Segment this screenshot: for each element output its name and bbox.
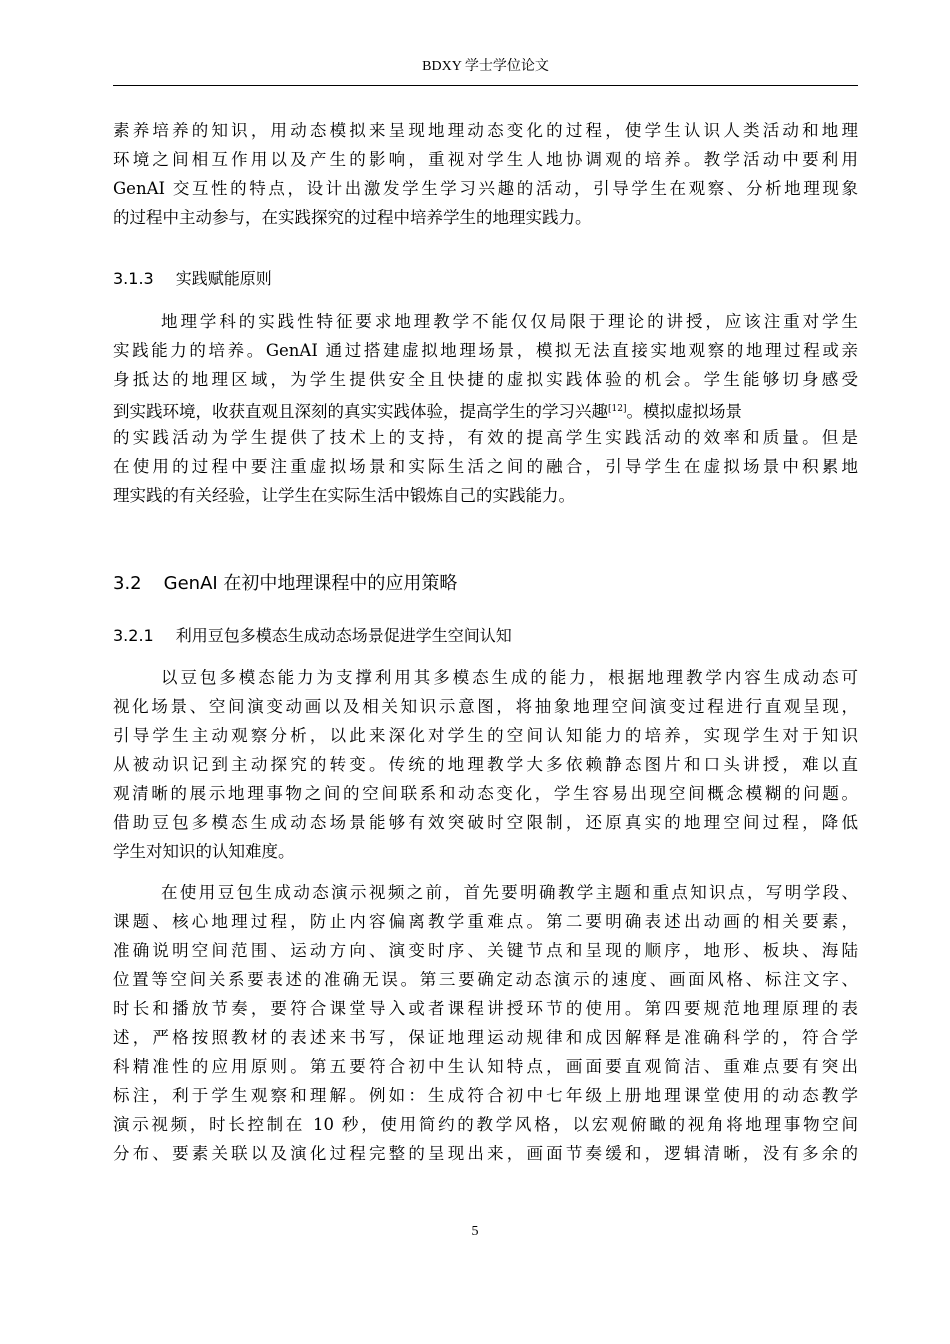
section-heading-3-2-1	[113, 623, 512, 646]
section-number: 3.1.3	[113, 269, 154, 288]
text-segment: 到实践环境，收获直观且深刻的真实实践体验，提高学生的学习兴趣	[113, 402, 608, 421]
text-line: 时长和播放节奏，要符合课堂导入或者课程讲授环节的使用。第四要规范地理原理的表	[113, 999, 858, 1018]
text-line: 标注，利于学生观察和理解。例如：生成符合初中七年级上册地理课堂使用的动态教学	[113, 1086, 858, 1105]
text-line: 的过程中主动参与，在实践探究的过程中培养学生的地理实践力。	[113, 208, 592, 227]
text-line: 实践能力的培养。GenAI 通过搭建虚拟地理场景，模拟无法直接实地观察的地理过程或亲	[113, 341, 858, 360]
text-line: 述，严格按照教材的表述来书写，保证地理运动规律和成因解释是准确科学的，符合学	[113, 1028, 858, 1047]
section-number: 3.2	[113, 573, 142, 594]
text-line: GenAI 交互性的特点，设计出激发学生学习兴趣的活动，引导学生在观察、分析地理现象	[113, 179, 858, 198]
text-line: 从被动识记到主动探究的转变。传统的地理教学大多依赖静态图片和口头讲授，难以直	[113, 755, 858, 774]
text-line: 身抵达的地理区域，为学生提供安全且快捷的虚拟实践体验的机会。学生能够切身感受	[113, 370, 858, 389]
text-line: 素养培养的知识，用动态模拟来呈现地理动态变化的过程，使学生认识人类活动和地理	[113, 121, 858, 140]
text-line: 在使用豆包生成动态演示视频之前，首先要明确教学主题和重点知识点，写明学段、	[161, 883, 858, 902]
text-line: 引导学生主动观察分析，以此来深化对学生的空间认知能力的培养，实现学生对于知识	[113, 726, 858, 745]
section-title: 利用豆包多模态生成动态场景促进学生空间认知	[175, 626, 512, 645]
text-line: 学生对知识的认知难度。	[113, 842, 295, 861]
text-line: 位置等空间关系要表述的准确无误。第三要确定动态演示的速度、画面风格、标注文字、	[113, 970, 858, 989]
running-header: BDXY 学士学位论文	[422, 59, 549, 74]
text-line: 的实践活动为学生提供了技术上的支持，有效的提高学生实践活动的效率和质量。但是	[113, 428, 858, 447]
section-title: GenAI 在初中地理课程中的应用策略	[163, 573, 458, 594]
text-line: 视化场景、空间演变动画以及相关知识示意图，将抽象地理空间演变过程进行直观呈现，	[113, 697, 858, 716]
text-line: 环境之间相互作用以及产生的影响，重视对学生人地协调观的培养。教学活动中要利用	[113, 150, 858, 169]
text-line: 观清晰的展示地理事物之间的空间联系和动态变化，学生容易出现空间概念模糊的问题。	[113, 784, 858, 803]
page-number: 5	[471, 1224, 479, 1239]
text-line: 借助豆包多模态生成动态场景能够有效突破时空限制，还原真实的地理空间过程，降低	[113, 813, 858, 832]
text-line: 以豆包多模态能力为支撑利用其多模态生成的能力，根据地理教学内容生成动态可	[161, 668, 858, 687]
text-line: 分布、要素关联以及演化过程完整的呈现出来，画面节奏缓和，逻辑清晰，没有多余的	[113, 1144, 858, 1163]
section-number: 3.2.1	[113, 626, 154, 645]
text-line: 演示视频，时长控制在 10 秒，使用简约的教学风格，以宏观俯瞰的视角将地理事物空间	[113, 1115, 858, 1134]
header-rule	[113, 85, 858, 86]
text-line: 理实践的有关经验，让学生在实际生活中锻炼自己的实践能力。	[113, 486, 575, 505]
text-line: 在使用的过程中要注重虚拟场景和实际生活之间的融合，引导学生在虚拟场景中积累地	[113, 457, 858, 476]
section-title: 实践赋能原则	[175, 269, 272, 288]
text-line: 地理学科的实践性特征要求地理教学不能仅仅局限于理论的讲授，应该注重对学生	[161, 312, 858, 331]
citation-mark: [12]	[608, 404, 627, 414]
text-segment: 。模拟虚拟场景	[626, 402, 742, 421]
text-line: 科精准性的应用原则。第五要符合初中生认知特点，画面要直观简洁、重难点要有突出	[113, 1057, 858, 1076]
section-heading-3-1-3	[113, 266, 272, 289]
section-heading-3-2	[113, 569, 457, 595]
text-line: 课题、核心地理过程，防止内容偏离教学重难点。第二要明确表述出动画的相关要素，	[113, 912, 858, 931]
text-line-with-citation	[113, 395, 858, 426]
text-line: 准确说明空间范围、运动方向、演变时序、关键节点和呈现的顺序，地形、板块、海陆	[113, 941, 858, 960]
